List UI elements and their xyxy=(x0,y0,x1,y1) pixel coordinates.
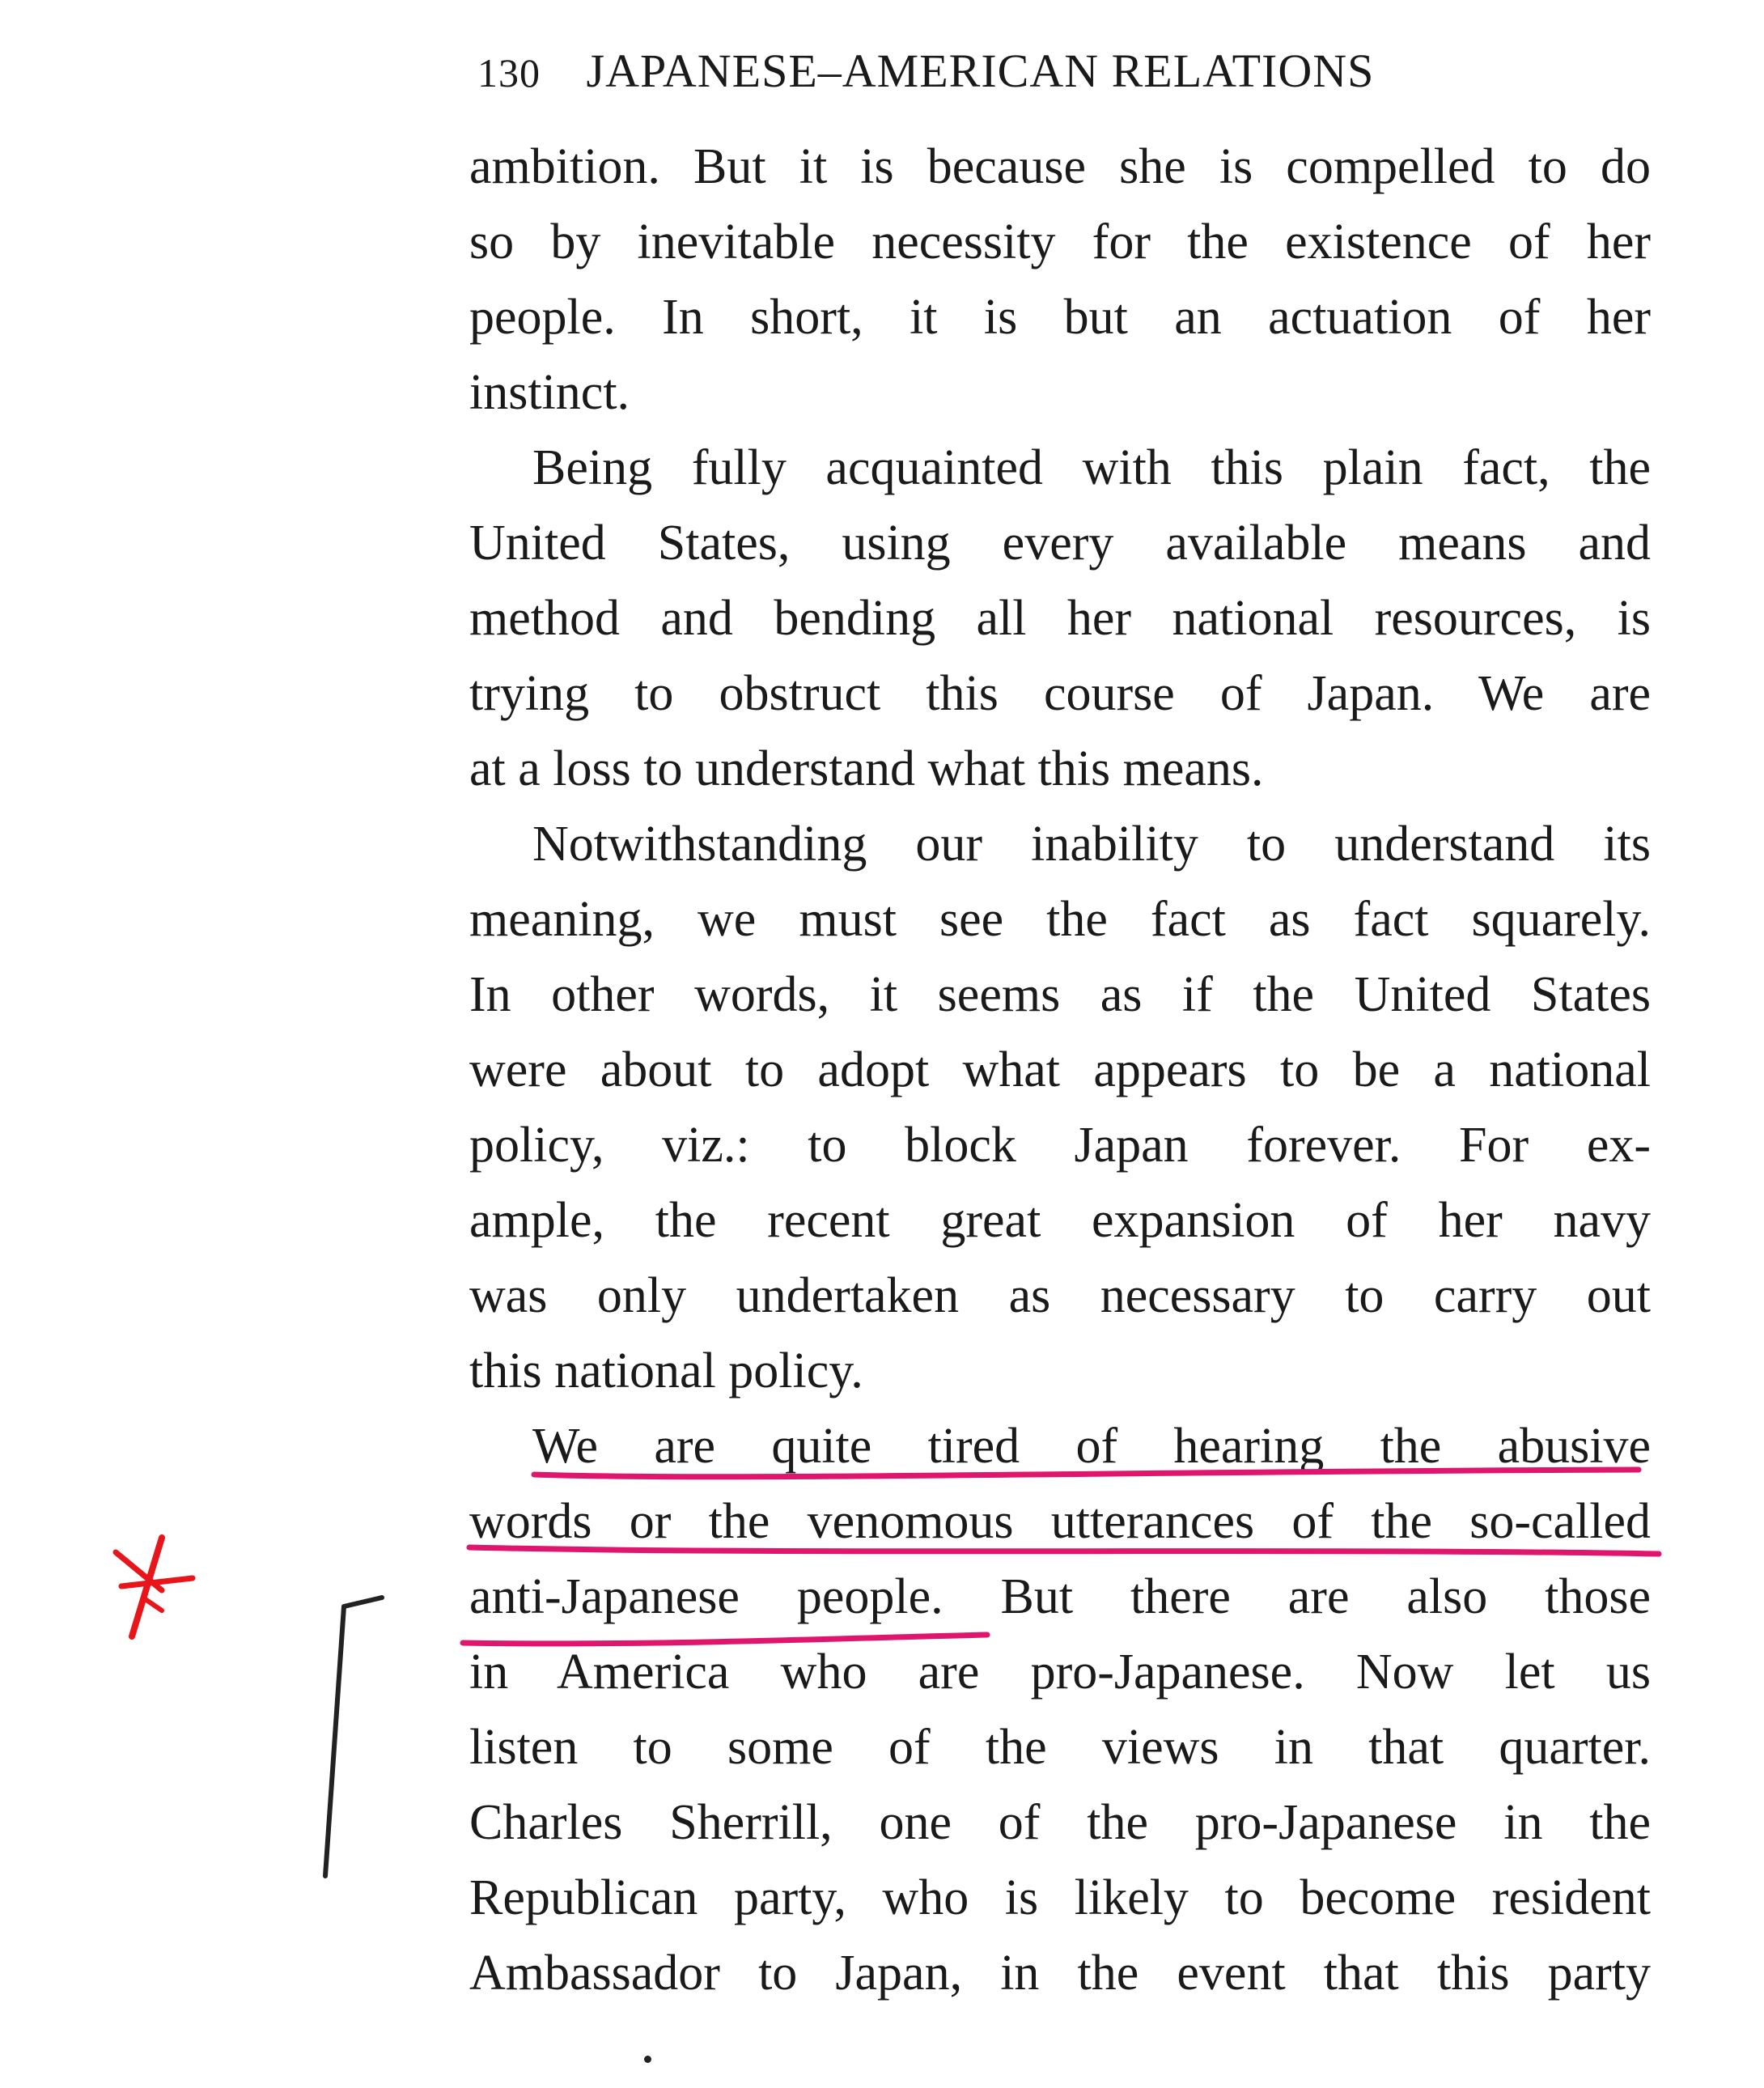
text-line: Charles Sherrill, one of the pro-Japanese in the xyxy=(469,1795,1651,1850)
text-line: method and bending all her national resources, is xyxy=(469,591,1651,646)
text-line: anti-Japanese people. But there are also those xyxy=(469,1569,1651,1624)
text-line: listen to some of the views in that quarter. xyxy=(469,1720,1651,1775)
asterisk-stroke xyxy=(144,1598,162,1611)
ink-speck xyxy=(644,2056,651,2063)
text-line: instinct. xyxy=(469,365,630,420)
body-text xyxy=(469,129,1651,2011)
text-line: were about to adopt what appears to be a national xyxy=(469,1042,1651,1097)
text-line: at a loss to understand what this means. xyxy=(469,741,1264,796)
paragraph-first-line: Notwithstanding our inability to understand its xyxy=(532,817,1651,872)
asterisk-stroke xyxy=(121,1578,193,1586)
red-asterisk-mark xyxy=(116,1538,193,1636)
text-line: ample, the recent great expansion of her navy xyxy=(469,1193,1651,1248)
paragraph-first-line: We are quite tired of hearing the abusive xyxy=(532,1419,1651,1474)
asterisk-stroke xyxy=(132,1538,162,1636)
text-line: so by inevitable necessity for the existence of her xyxy=(469,214,1651,269)
text-line: trying to obstruct this course of Japan. We are xyxy=(469,666,1651,721)
paragraph-first-line: Being fully acquainted with this plain fact, the xyxy=(532,440,1651,495)
text-line: In other words, it seems as if the United States xyxy=(469,967,1651,1022)
text-line: people. In short, it is but an actuation of her xyxy=(469,290,1651,345)
text-line: Republican party, who is likely to become resident xyxy=(469,1870,1651,1925)
asterisk-stroke xyxy=(116,1552,162,1590)
text-line: words or the venomous utterances of the so-called xyxy=(469,1494,1651,1549)
text-line: meaning, we must see the fact as fact squarely. xyxy=(469,892,1651,947)
margin-bracket xyxy=(325,1598,382,1876)
text-line: was only undertaken as necessary to carry out xyxy=(469,1268,1651,1323)
text-line: policy, viz.: to block Japan forever. For ex- xyxy=(469,1118,1651,1173)
running-head xyxy=(477,42,1651,100)
running-title: JAPANESE–AMERICAN RELATIONS xyxy=(586,45,1375,97)
text-line: Ambassador to Japan, in the event that this party xyxy=(469,1946,1651,2001)
page-number: 130 xyxy=(477,50,541,95)
text-line: ambition. But it is because she is compelled to do xyxy=(469,139,1651,194)
text-line: this national policy. xyxy=(469,1343,863,1398)
text-line: in America who are pro-Japanese. Now let us xyxy=(469,1645,1651,1700)
text-line: United States, using every available means and xyxy=(469,516,1651,571)
